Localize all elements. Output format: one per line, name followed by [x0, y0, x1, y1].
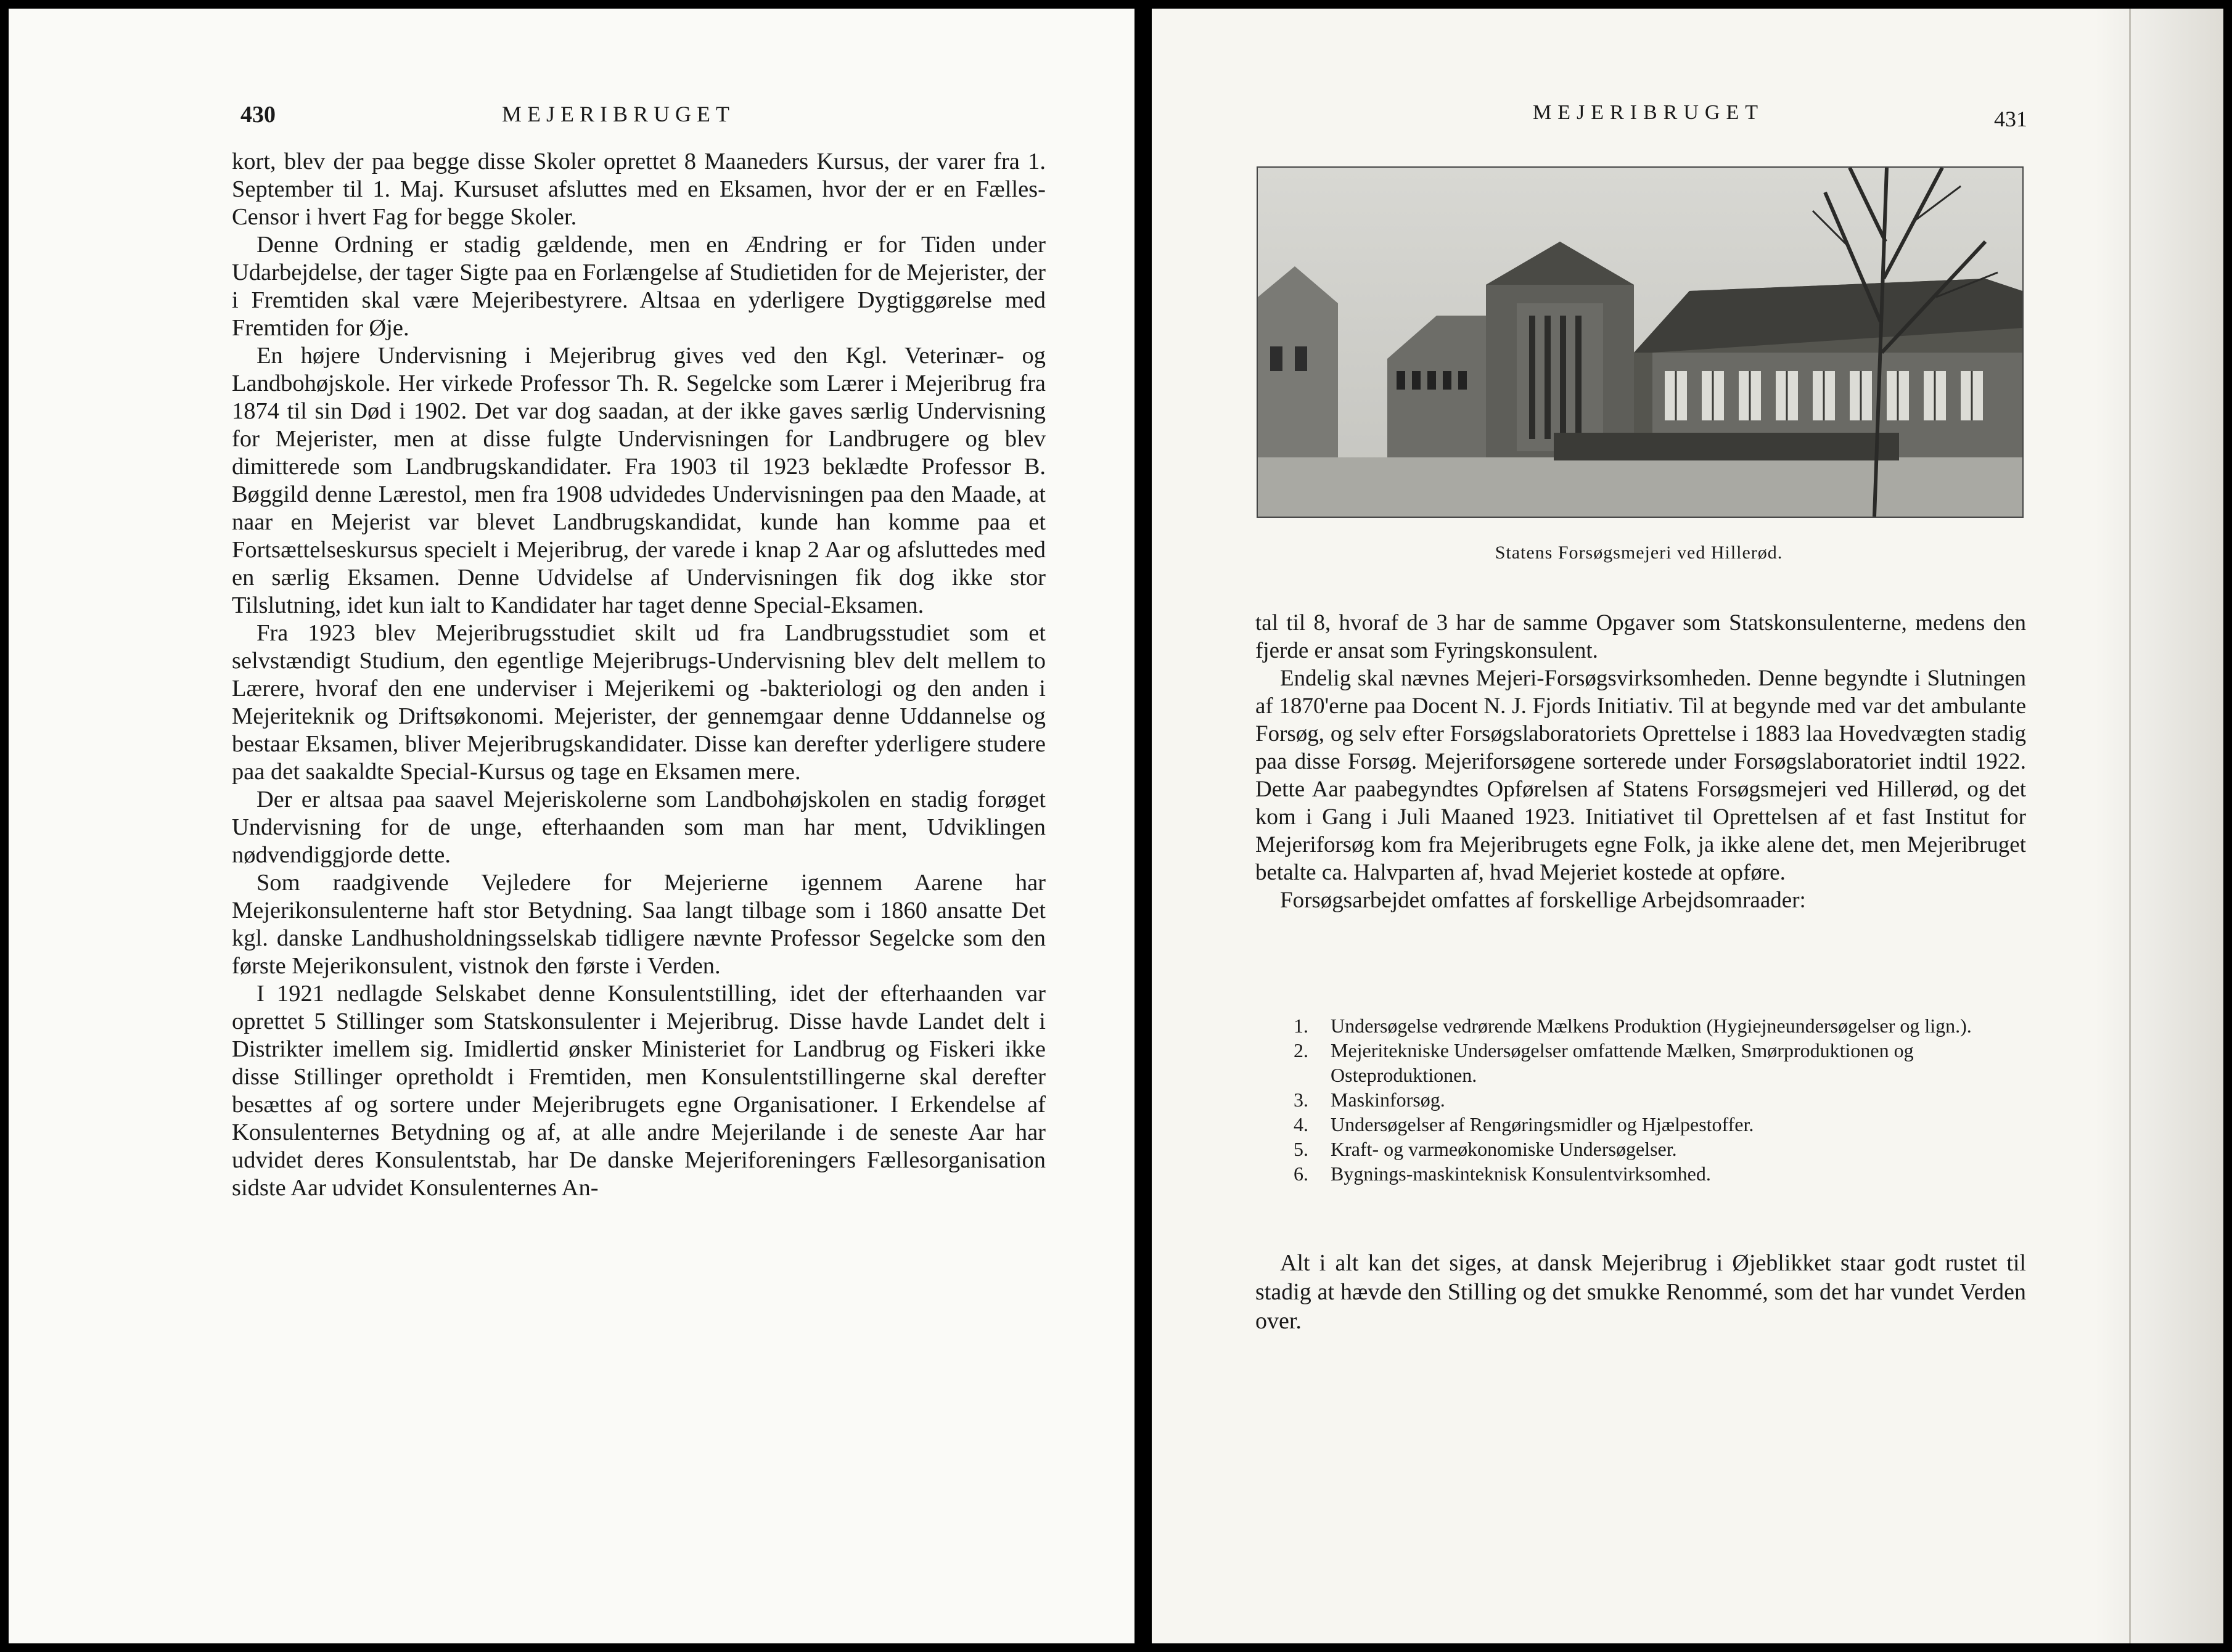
paragraph: Forsøgsarbejdet omfattes af forskellige Arbejdsomraader: [1280, 888, 1806, 913]
list-number: 5. [1294, 1138, 1308, 1160]
left-body-text [232, 148, 1046, 1202]
paragraph: Der er altsaa paa saavel Mejeriskolerne som Landbohøjskolen en stadig forøget Undervisning for de unge, efterhaanden som man har ment, Udviklingen nødvendiggjorde dette. [232, 787, 1046, 868]
paragraph: Alt i alt kan det siges, at dansk Mejeribrug i Øjeblikket staar godt rustet til stadig at hævde den Stilling og det smukke Renommé, som det har vundet Verden over. [1255, 1250, 2026, 1334]
building-photo [1257, 166, 2024, 518]
list-number: 2. [1294, 1039, 1308, 1061]
photo-caption: Statens Forsøgsmejeri ved Hillerød. [1495, 542, 1783, 563]
list-text: Kraft- og varmeøkonomiske Undersøgelser. [1331, 1138, 1677, 1160]
list-number: 3. [1294, 1089, 1308, 1111]
left-page [9, 9, 1134, 1643]
paragraph: kort, blev der paa begge disse Skoler oprettet 8 Maaneders Kursus, der varer fra 1. September til 1. Maj. Kursuset afsluttes med en Eksamen, hvor der er en Fælles-Censor i hvert Fag for begge Skoler. [232, 149, 1046, 230]
paragraph: En højere Undervisning i Mejeribrug gives ved den Kgl. Veterinær- og Landbohøjskole. Her virkede Professor Th. R. Segelcke som Lærer i Mejeribrug fra 1874 til sin Død i 1902. Det var dog saadan, at der ikke gaves særlig Undervisning for Mejerister, men at disse fulgte Undervisningen for Landbrugere og blev dimitterede som Landbrugskandidater. Fra 1903 til 1923 beklædte Professor B. Bøggild denne Lærestol, men fra 1908 udvidedes Undervisningen paa den Maade, at naar en Mejerist var blevet Landbrugskandidat, kunde han komme paa et Fortsættelseskursus specielt i Mejeribrug, der varede i knap 2 Aar og afsluttedes med en særlig Eksamen. Denne Udvidelse af Undervisningen fik dog ikke stor Tilslutning, idet kun ialt to Kandidater har taget denne Special-Eksamen. [232, 343, 1046, 618]
work-areas-list [1294, 1013, 2033, 1186]
page-edge-line [2129, 9, 2131, 1643]
right-page-number: 431 [1994, 107, 2027, 131]
paragraph: I 1921 nedlagde Selskabet denne Konsulentstilling, idet der efterhaanden var oprettet 5 Stillinger som Statskonsulenter i Mejeribrug. Disse havde Landet delt i Distrikter imellem sig. Imidlertid ønsker Ministeriet for Landbrug og Fiskeri ikke disse Stillinger opretholdt i Fremtiden, men Konsulentstillingerne skal derefter besættes af og sortere under Mejeribrugets egne Organisationer. I Erkendelse af Konsulenternes Betydning og af, at alle andre Mejerilande i de seneste Aar har udvidet deres Konsulentstab, har De danske Mejeriforeningers Fællesorganisation sidste Aar udvidet Konsulenternes An- [232, 981, 1046, 1201]
list-item [1294, 1161, 2033, 1186]
page-edge-shadow [2094, 9, 2223, 1643]
running-head: MEJERIBRUGET [502, 102, 735, 126]
list-number: 6. [1294, 1163, 1308, 1185]
list-text: Bygnings-maskinteknisk Konsulentvirksomhed. [1331, 1163, 1711, 1185]
paragraph: tal til 8, hvoraf de 3 har de samme Opgaver som Statskonsulenterne, medens den fjerde er ansat som Fyringskonsulent. [1255, 610, 2026, 663]
list-item [1294, 1038, 2033, 1087]
page-number: 430 [240, 102, 276, 128]
right-running-head: MEJERIBRUGET [1533, 101, 1764, 124]
list-text: Maskinforsøg. [1331, 1089, 1445, 1111]
list-item [1294, 1087, 2033, 1112]
paragraph: Som raadgivende Vejledere for Mejerierne igennem Aarene har Mejerikonsulenterne haft stor Betydning. Saa langt tilbage som i 1860 ansatte Det kgl. danske Landhusholdningsselskab tidligere nævnte Professor Segelcke som den første Mejerikonsulent, vistnok den første i Verden. [232, 870, 1046, 979]
list-text: Undersøgelse vedrørende Mælkens Produktion (Hygiejneundersøgelser og lign.). [1331, 1015, 1972, 1037]
right-body-text [1255, 609, 2026, 914]
paragraph: Fra 1923 blev Mejeribrugsstudiet skilt ud fra Landbrugsstudiet som et selvstændigt Studium, den egentlige Mejeribrugs-Undervisning blev delt mellem to Lærere, hvoraf den ene underviser i Mejerikemi og -bakteriologi og den anden i Mejeriteknik og Driftsøkonomi. Mejerister, der gennemgaar denne Uddannelse og bestaar Eksamen, bliver Mejeribrugskandidater. Disse kan derefter yderligere studere paa det saakaldte Special-Kursus og tage en Eksamen mere. [232, 620, 1046, 785]
list-item [1294, 1137, 2033, 1161]
list-text: Undersøgelser af Rengøringsmidler og Hjælpestoffer. [1331, 1113, 1754, 1135]
paragraph: Denne Ordning er stadig gældende, men en Ændring er for Tiden under Udarbejdelse, der tager Sigte paa en Forlængelse af Studietiden for de Mejerister, der i Fremtiden skal være Mejeribestyrere. Altsaa en yderligere Dygtiggørelse med Fremtiden for Øje. [232, 232, 1046, 341]
list-text: Mejeritekniske Undersøgelser omfattende Mælken, Smørproduktionen og Osteproduktionen. [1331, 1039, 1914, 1086]
list-item [1294, 1013, 2033, 1038]
list-number: 1. [1294, 1015, 1308, 1037]
list-item [1294, 1112, 2033, 1137]
paragraph: Endelig skal nævnes Mejeri-Forsøgsvirksomheden. Denne begyndte i Slutningen af 1870'erne paa Docent N. J. Fjords Initiativ. Til at begynde med var det ambulante Forsøg, og selv efter Forsøgslaboratoriets Oprettelse i 1883 laa Hovedvægten stadig paa disse Forsøg. Mejeriforsøgene sorterede under Forsøgslaboratoriet indtil 1922. Dette Aar paabegyndtes Opførelsen af Statens Forsøgsmejeri ved Hillerød, og det kom i Gang i Juli Maaned 1923. Initiativet til Oprettelsen af et fast Institut for Mejeriforsøg kom fra Mejeribrugets egne Folk, ja ikke alene det, men Mejeribruget betalte ca. Halvparten af, hvad Mejeriet kostede at opføre. [1255, 666, 2026, 885]
list-number: 4. [1294, 1113, 1308, 1135]
building-illustration [1258, 168, 2022, 517]
closing-paragraph [1255, 1249, 2026, 1336]
